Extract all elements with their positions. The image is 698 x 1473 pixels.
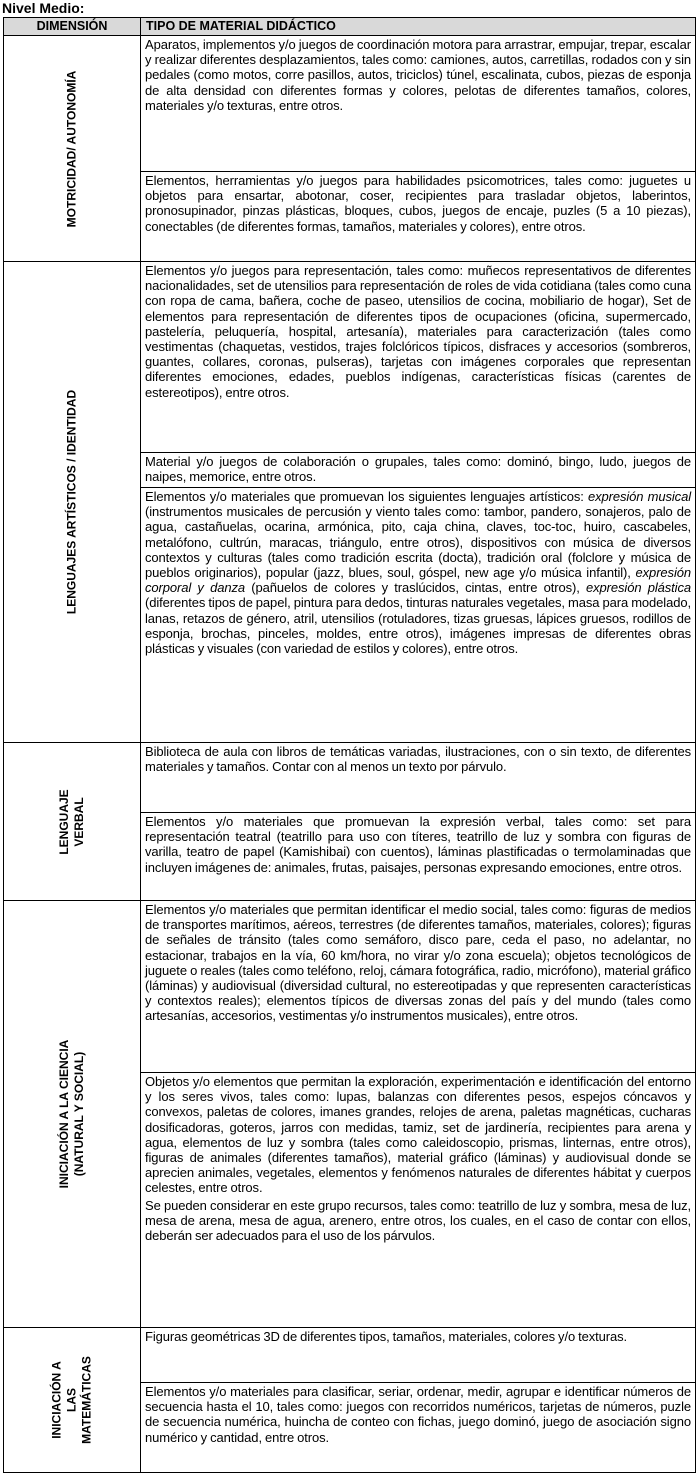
- material-cell: [141, 901, 696, 1073]
- material-text: Elementos y/o materiales que permitan identificar el medio social, tales como: figuras de medios de transportes marítimos, aéreos, terrestres (de diferentes tamaños, materiales, colores); figuras de señales de tránsito (tales como semáforo, disco pare, ceda el paso, no adelantar, no estacionar, trabajos en la vía, 60 km/hora, no virar y/o zona escuela); objetos tecnológicos de juguete o reales (tales como teléfono, reloj, cámara fotográfica, radio, micrófono), material gráfico (láminas) y audiovisual (diversidad cultural, no estereotipadas y que representen características y contextos reales); elementos típicos de diversas zonas del país y del mundo (tales como artesanías, accesorios, vestimentas y/o instrumentos musicales), entre otros.: [145, 902, 691, 1024]
- dimension-label-line: INICIACIÓN A LA CIENCIA: [57, 1039, 71, 1189]
- material-text: Elementos y/o juegos para representación, tales como: muñecos representativos de diferentes nacionalidades, set de utensilios para representación de roles de vida cotidiana (tales como cuna con ropa de cama, bañera, coche de paseo, utensilios de cocina, mobiliario de hogar), Set de elementos para representación de diferentes tipos de ocupaciones (oficina, supermercado, pastelería, peluquería, hospital, artesanía), materiales para caracterización (tales como vestimentas (chaquetas, vestidos, trajes folclóricos típicos, disfraces y accesorios (sombreros, guantes, collares, coronas, pulseras), tarjetas con imágenes corporales que representan diferentes emociones, edades, pueblos indígenas, características físicas (carentes de estereotipos), entre otros.: [145, 263, 691, 400]
- material-text-musical: (instrumentos musicales de percusión y viento tales como: tambor, pandero, sonajeros, palo de agua, castañuelas, ocarina, armónica, pito, caja china, claves, toc-toc, huiro, cascabeles, metalófono, cultrún, maracas, triángulo, entre otros), dispositivos con música de diversos contextos y culturas (tales como tradición escrita (docta), tradición oral (folclore y música de pueblos originarios), popular (jazz, blues, soul, góspel, new age y/o música infantil),: [145, 504, 691, 581]
- material-text: Objetos y/o elementos que permitan la exploración, experimentación e identificación del entorno y los seres vivos, tales como: lupas, balanzas con diferentes pesos, espejos cóncavos y convexos, paletas de colores, imanes grandes, relojes de arena, paletas magnéticas, cucharas dosificadoras, goteros, jarros con medidas, tamiz, set de jardinería, recipientes para arena y agua, elementos de luz y sombra (tales como caleidoscopio, prismas, linternas, entre otros), figuras de animales (diferentes tamaños), material gráfico (láminas) y audiovisual donde se aprecien animales, vegetales, elementos y fenómenos naturales de diferentes hábitat y cuerpos celestes, entre otros.: [145, 1074, 691, 1196]
- dimension-label-line: VERBAL: [72, 796, 86, 847]
- material-cell: [141, 488, 696, 743]
- material-text: Figuras geométricas 3D de diferentes tipos, tamaños, materiales, colores y/o texturas.: [145, 1329, 628, 1344]
- material-text: Elementos y/o materiales que promuevan la expresión verbal, tales como: set para representación teatral (teatrillo para uso con títeres, teatrillo de luz y sombra con figuras de varilla, teatro de papel (Kamishibai) con cuentos), láminas plastificadas o termolaminadas que incluyen imágenes de: animales, frutas, paisajes, personas expresando emociones, entre otros.: [145, 814, 691, 875]
- page-title: Nivel Medio:: [2, 0, 85, 16]
- material-text: Material y/o juegos de colaboración o grupales, tales como: dominó, bingo, ludo, juegos de naipes, memorice, entre otros.: [145, 454, 691, 485]
- dimension-label-ciencia: [57, 1040, 87, 1189]
- table-row: [4, 901, 696, 1073]
- dimension-label-verbal: [57, 789, 87, 854]
- dimension-label-line: MATEMÁTICAS: [79, 1356, 94, 1444]
- dimension-label-lenguajes: LENGUAJES ARTÍSTICOS / IDENTIDAD: [64, 389, 79, 615]
- column-header-dimension: DIMENSIÓN: [4, 18, 141, 36]
- dimension-cell-lenguajes: [4, 262, 141, 743]
- dimension-label-line: INICIACIÓN A: [49, 1361, 64, 1439]
- material-term-musical: expresión musical: [587, 489, 691, 504]
- table-row: [4, 743, 696, 813]
- dimension-label-line: LENGUAJE: [57, 788, 71, 855]
- material-text: Elementos, herramientas y/o juegos para habilidades psicomotrices, tales como: juguetes u objetos para ensartar, abotonar, coser, recipientes para trasladar objetos, laberintos, pronosupinador, pinzas plásticas, bloques, cubos, juegos de encaje, puzles (5 a 10 piezas), conectables (de diferentes formas, tamaños, materiales y colores), entre otros.: [145, 173, 691, 234]
- material-text-plastica: (diferentes tipos de papel, pintura para dedos, tinturas naturales vegetales, masa para modelado, lanas, retazos de género, atril, utensilios (rotuladores, tizas gruesas, lápices gruesos, rodillos de esponja, brochas, pinceles, moldes, entre otros), imágenes impresas de diferentes obras plásticas y visuales (con variedad de estilos y colores), entre otros.: [145, 595, 691, 657]
- table-row: [4, 1328, 696, 1383]
- material-text: Se pueden considerar en este grupo recursos, tales como: teatrillo de luz y sombra, mesa de luz, mesa de arena, mesa de agua, arenero, entre otros, los cuales, en el caso de contar con ellos, deberán ser adecuados para el uso de los párvulos.: [145, 1197, 691, 1244]
- material-cell: [141, 743, 696, 813]
- material-cell: [141, 172, 696, 262]
- material-term-corporal: expresión corporal y danza: [145, 565, 691, 596]
- dimension-cell-matematicas: [4, 1328, 141, 1473]
- material-cell: [141, 453, 696, 488]
- material-cell: [141, 262, 696, 453]
- material-term-plastica: expresión plástica: [585, 580, 691, 596]
- dimension-label-matematicas: [50, 1356, 95, 1444]
- table-header-row: [4, 18, 696, 36]
- table-row: [4, 36, 696, 172]
- dimension-label-line: LAS: [64, 1388, 79, 1412]
- material-text-corporal: (pañuelos de colores y traslúcidos, cintas, entre otros),: [244, 580, 586, 596]
- material-cell: [141, 813, 696, 901]
- table-row: [4, 262, 696, 453]
- material-cell: [141, 1073, 696, 1328]
- dimension-cell-verbal: [4, 743, 141, 901]
- dimension-label-line: (NATURAL Y SOCIAL): [72, 1051, 86, 1177]
- material-text: [145, 489, 691, 656]
- dimension-cell-motricidad: [4, 36, 141, 262]
- material-text: Aparatos, implementos y/o juegos de coordinación motora para arrastrar, empujar, trepar, escalar y realizar diferentes desplazamientos, tales como: camiones, autos, carretillas, rodados con y sin pedales (como motos, corre pasillos, autos, triciclos) túnel, escalinata, cubos, piezas de esponja de alta densidad con diferentes formas y colores, pelotas de diferentes tamaños, colores, materiales y/o texturas, entre otros.: [145, 37, 691, 113]
- didactic-material-table: [3, 17, 696, 1473]
- material-cell: [141, 1383, 696, 1473]
- material-text-intro: Elementos y/o materiales que promuevan los siguientes lenguajes artísticos:: [145, 489, 584, 504]
- material-text: Biblioteca de aula con libros de temáticas variadas, ilustraciones, con o sin texto, de diferentes materiales y tamaños. Contar con al menos un texto por párvulo.: [145, 744, 691, 775]
- material-cell: [141, 1328, 696, 1383]
- column-header-material: TIPO DE MATERIAL DIDÁCTICO: [141, 18, 696, 36]
- material-cell: [141, 36, 696, 172]
- dimension-cell-ciencia: [4, 901, 141, 1328]
- dimension-label-motricidad: MOTRICIDAD/ AUTONOMÍA: [64, 70, 79, 227]
- material-text: Elementos y/o materiales para clasificar, seriar, ordenar, medir, agrupar e identificar números de secuencia hasta el 10, tales como: juegos con recorridos numéricos, tarjetas de números, puzle de secuencia numérica, huincha de conteo con fichas, juego dominó, juego de asociación signo numérico y cantidad, entre otros.: [145, 1384, 691, 1445]
